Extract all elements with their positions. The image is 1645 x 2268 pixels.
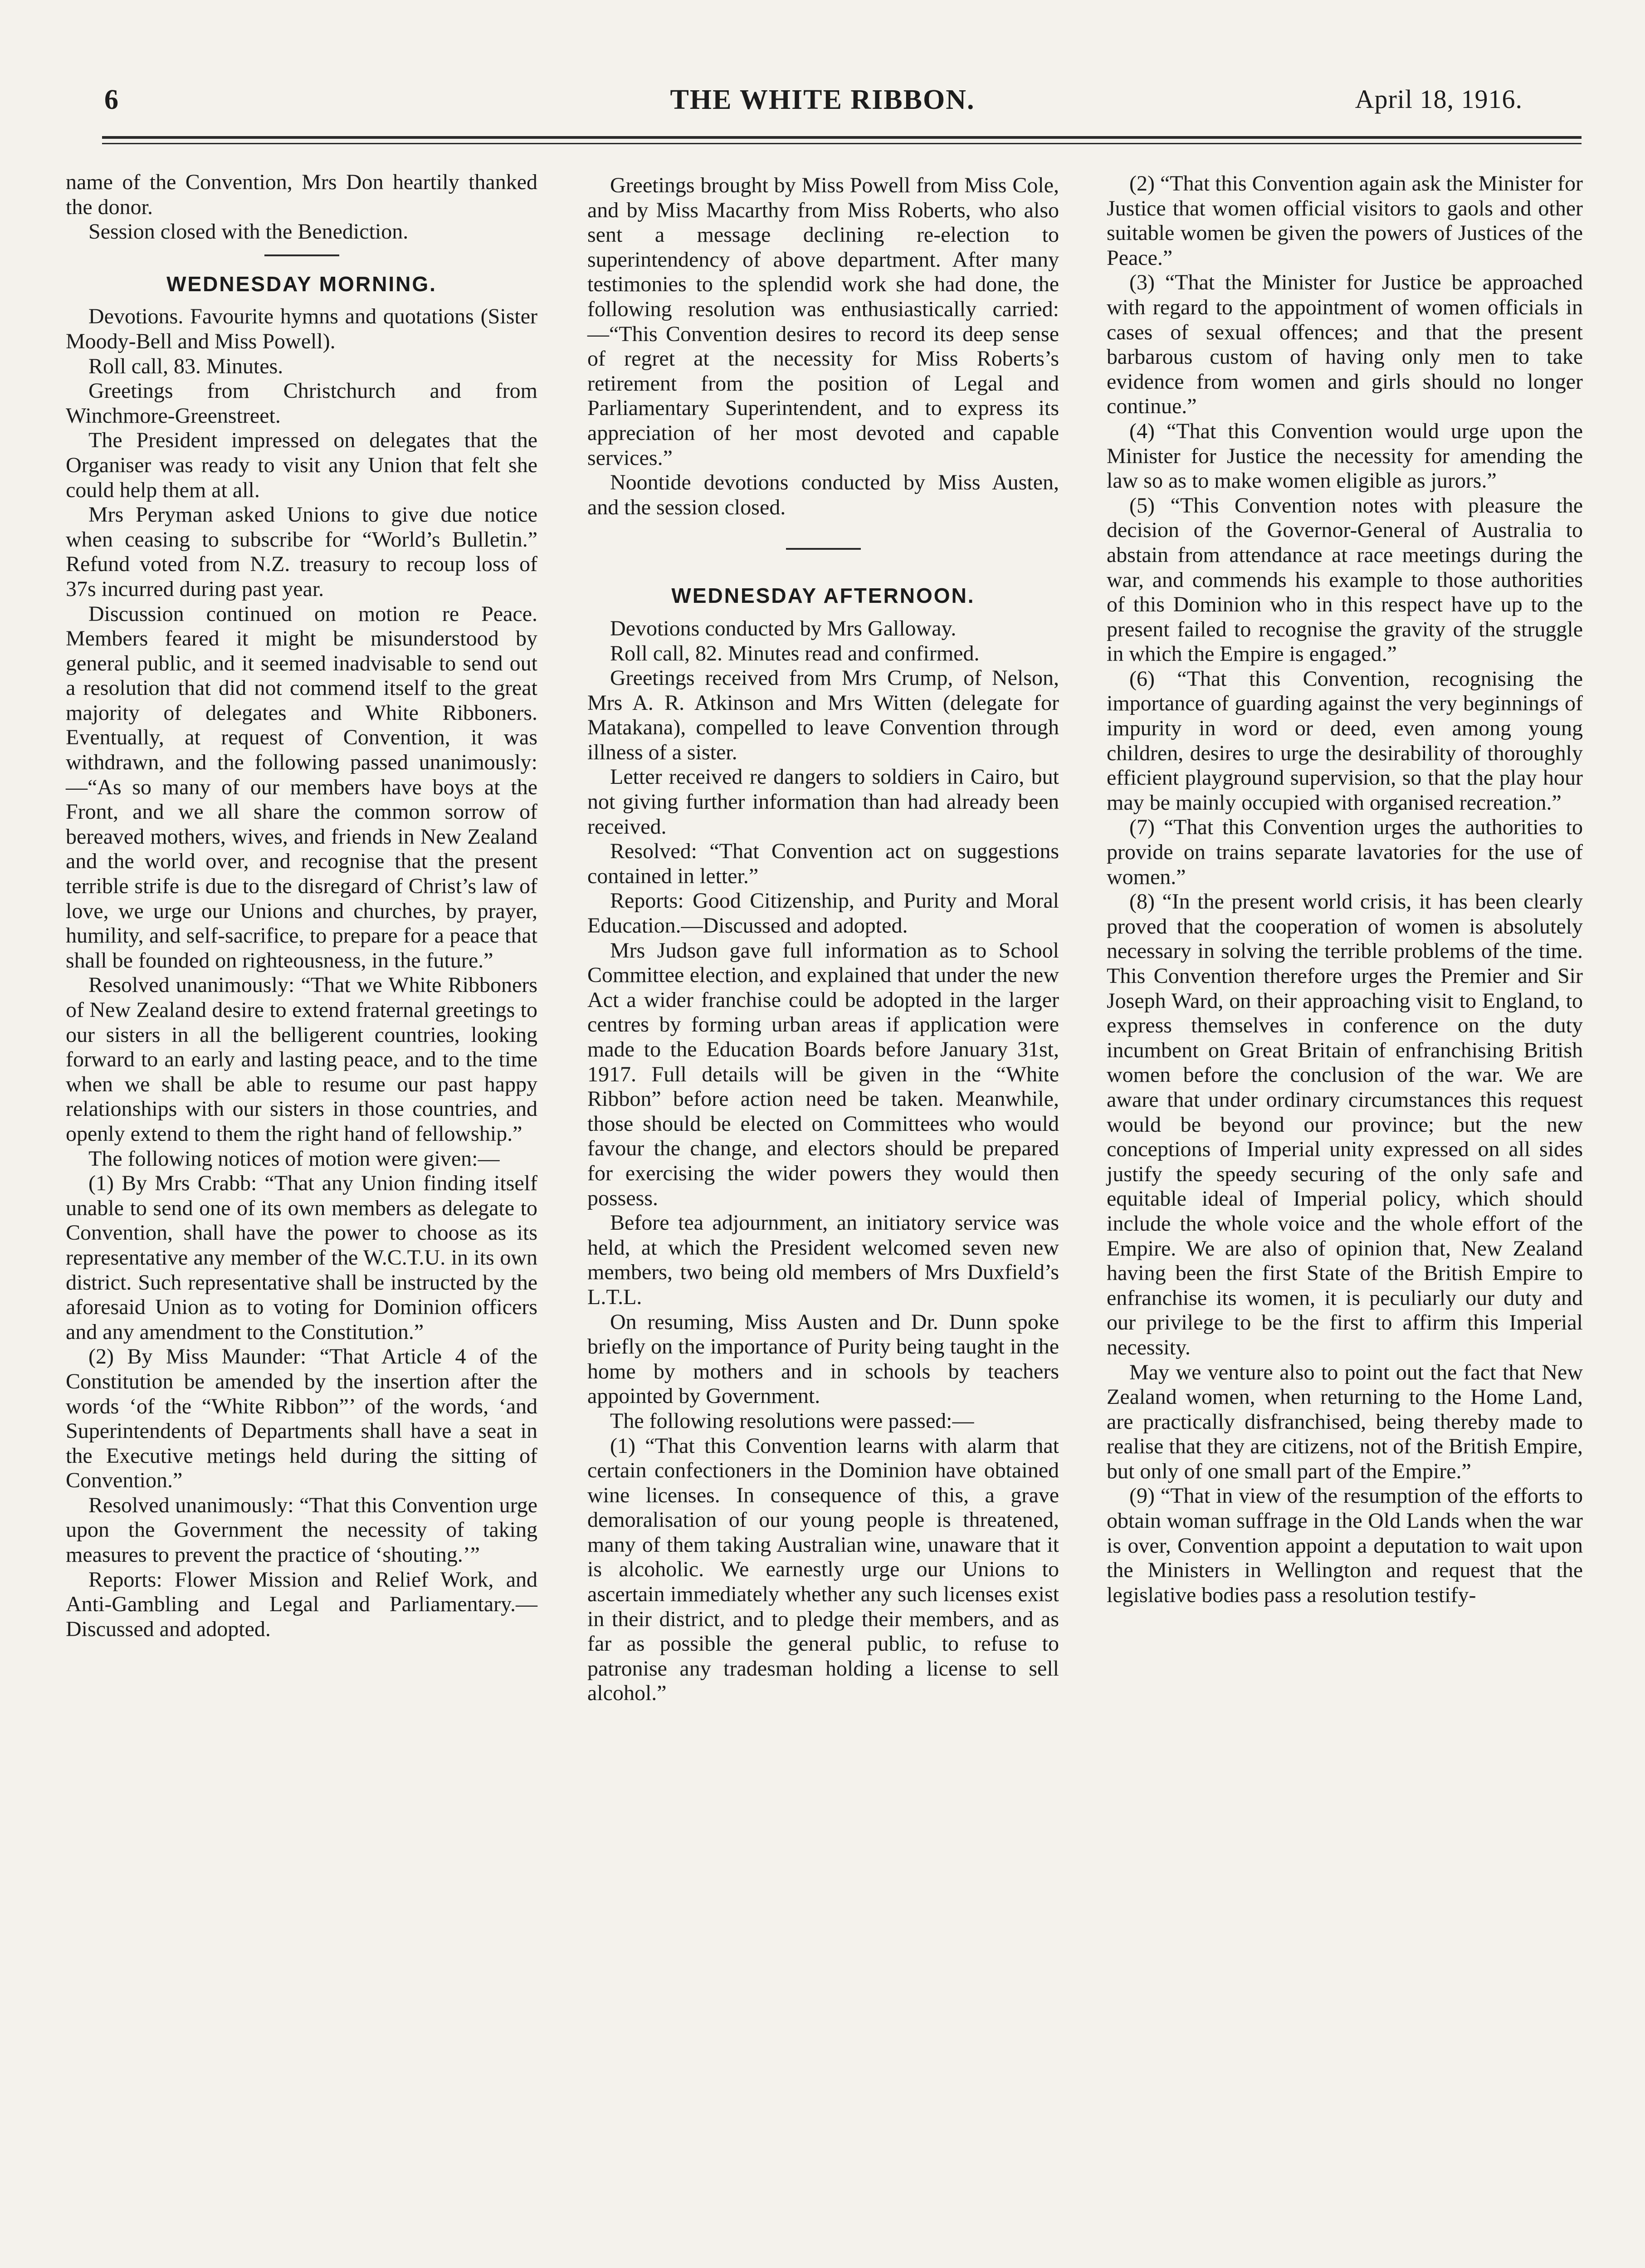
paragraph: Devotions. Favourite hymns and quotations (Sister Moody-Bell and Miss Powell). — [66, 304, 537, 353]
paragraph: Reports: Flower Mission and Relief Work, and Anti-Gambling and Legal and Parliamentary.—Discussed and adopted. — [66, 1567, 537, 1641]
paragraph: Letter received re dangers to soldiers in Cairo, but not giving further information than had already been received. — [587, 765, 1059, 839]
header-rule-thin — [102, 143, 1582, 144]
issue-date: April 18, 1916. — [1355, 84, 1523, 114]
paragraph: The following notices of motion were given:— — [88, 1146, 500, 1171]
paragraph: Devotions conducted by Mrs Galloway. — [610, 616, 957, 640]
page-number: 6 — [104, 84, 118, 115]
paragraph: Roll call, 82. Minutes read and confirmed. — [610, 641, 980, 665]
paragraph: Greetings brought by Miss Powell from Miss Cole, and by Miss Macarthy from Miss Roberts, who also sent a message declining re-election to superintendency of above department. After many testimonies to the splendid work she had done, the following resolution was enthusiastically carried:—“This Convention desires to record its deep sense of regret at the necessity for Miss Roberts’s retirement from the position of Legal and Parliamentary Superintendent, and to express its appreciation of her most devoted and capable services.” — [587, 173, 1059, 470]
column-2 — [587, 173, 1059, 1706]
section-heading: WEDNESDAY AFTERNOON. — [671, 584, 975, 608]
publication-title: THE WHITE RIBBON. — [670, 84, 975, 115]
paragraph: Noontide devotions conducted by Miss Austen, and the session closed. — [587, 470, 1059, 519]
paragraph: Mrs Peryman asked Unions to give due notice when ceasing to subscribe for “World’s Bulletin.” Refund voted from N.Z. treasury to recoup loss of 37s incurred during past year. — [66, 503, 537, 601]
paragraph: (5) “This Convention notes with pleasure the decision of the Governor-General of Australia to abstain from attendance at race meetings during the war, and commends his example to those authorities of this Dominion who in this respect have up to the present failed to recognise the gravity of the struggle in which the Empire is engaged.” — [1107, 493, 1583, 666]
paragraph: Greetings received from Mrs Crump, of Nelson, Mrs A. R. Atkinson and Mrs Witten (delegate for Matakana), compelled to leave Convention through illness of a sister. — [587, 666, 1059, 764]
paragraph: Roll call, 83. Minutes. — [88, 354, 283, 378]
paragraph: (2) By Miss Maunder: “That Article 4 of the Constitution be amended by the insertion after the words ‘of the “White Ribbon”’ of the words, ‘and Superintendents of Departments shall have a seat in the Executive metings held during the sitting of Convention.” — [66, 1344, 537, 1493]
paragraph: The President impressed on delegates that the Organiser was ready to visit any Union that felt she could help them at all. — [66, 428, 537, 502]
paragraph: name of the Convention, Mrs Don heartily thanked the donor. — [66, 170, 537, 219]
paragraph: Discussion continued on motion re Peace. Members feared it might be misunderstood by general public, and it seemed inadvisable to send out a resolution that did not commend itself to the great majority of delegates and White Ribboners. Eventually, at request of Convention, it was withdrawn, and the following passed unanimously:—“As so many of our members have boys at the Front, and we all share the common sorrow of bereaved mothers, wives, and friends in New Zealand and the world over, and recognise that the present terrible strife is due to the disregard of Christ’s law of love, we urge our Unions and churches, by prayer, humility, and self-sacrifice, to prepare for a peace that shall be founded on righteousness, in the future.” — [66, 601, 537, 973]
paragraph: (8) “In the present world crisis, it has been clearly proved that the cooperation of women is absolutely necessary in solving the terrible problems of the time. This Convention therefore urges the Premier and Sir Joseph Ward, on their approaching visit to England, to express themselves in conference on the duty incumbent on Great Britain of enfranchising British women before the conclusion of the war. We are aware that under ordinary circumstances this request would be beyond our province; but the new conceptions of Imperial unity expressed on all sides justify the speedy securing of the only safe and equitable ideal of Imperial policy, which should include the whole voice and the whole effort of the Empire. We are also of opinion that, New Zealand having been the first State of the British Empire to enfranchise its women, it is peculiarly our duty and our privilege to be the first to affirm this Imperial necessity. — [1107, 890, 1583, 1359]
paragraph: (3) “That the Minister for Justice be approached with regard to the appointment of women officials in cases of sexual offences; and that the present barbarous custom of having only men to take evidence from women and girls should no longer continue.” — [1107, 270, 1583, 419]
paragraph: May we venture also to point out the fact that New Zealand women, when returning to the Home Land, are practically disfranchised, being thereby made to realise that they are citizens, not of the British Empire, but only of one small part of the Empire.” — [1107, 1360, 1583, 1483]
paragraph: (2) “That this Convention again ask the Minister for Justice that women official visitors to gaols and other suitable women be given the powers of Justices of the Peace.” — [1107, 171, 1583, 270]
section-divider — [264, 254, 339, 256]
paragraph: Greetings from Christchurch and from Winchmore-Greenstreet. — [66, 379, 537, 428]
paragraph: (4) “That this Convention would urge upon the Minister for Justice the necessity for amending the law so as to make women eligible as jurors.” — [1107, 419, 1583, 493]
column-1 — [66, 170, 537, 1642]
column-3 — [1107, 171, 1583, 1608]
paragraph: Resolved: “That Convention act on suggestions contained in letter.” — [587, 839, 1059, 888]
paragraph: Session closed with the Benediction. — [88, 220, 409, 244]
section-divider — [786, 548, 861, 550]
paragraph: Resolved unanimously: “That we White Ribboners of New Zealand desire to extend fraternal greetings to our sisters in all the belligerent countries, looking forward to an early and lasting peace, and to the time when we shall be able to resume our past happy relationships with our sisters in those countries, and openly extend to them the right hand of fellowship.” — [66, 973, 537, 1146]
paragraph: Reports: Good Citizenship, and Purity and Moral Education.—Discussed and adopted. — [587, 889, 1059, 938]
paragraph: Mrs Judson gave full information as to School Committee election, and explained that under the new Act a wider franchise could be adopted in the larger centres by forming urban areas if application were made to the Education Boards before January 31st, 1917. Full details will be given in the “White Ribbon” before action need be taken. Meanwhile, those should be elected on Committees who would favour the change, and electors should be prepared for exercising the wider powers they would then possess. — [587, 938, 1059, 1210]
section-heading: WEDNESDAY MORNING. — [166, 272, 437, 296]
paragraph: (6) “That this Convention, recognising the importance of guarding against the very beginnings of impurity in word or deed, even among young children, desires to urge the desirability of thoroughly efficient playground supervision, so that the play hour may be mainly occupied with organised recreation.” — [1107, 666, 1583, 815]
paragraph: (1) “That this Convention learns with alarm that certain confectioners in the Dominion have obtained wine licenses. In consequence of this, a grave demoralisation of our young people is threatened, many of them taking Australian wine, unaware that it is alcoholic. We earnestly urge our Unions to ascertain immediately whether any such licenses exist in their district, and to pledge their members, and as far as possible the general public, to refuse to patronise any tradesman holding a license to sell alcohol.” — [587, 1433, 1059, 1706]
paragraph: On resuming, Miss Austen and Dr. Dunn spoke briefly on the importance of Purity being taught in the home by mothers and in schools by teachers appointed by Government. — [587, 1310, 1059, 1408]
paragraph: (9) “That in view of the resumption of the efforts to obtain woman suffrage in the Old Lands when the war is over, Convention appoint a deputation to wait upon the Ministers in Wellington and request that the legislative bodies pass a resolution testify- — [1107, 1484, 1583, 1607]
header-rule — [102, 136, 1582, 139]
paragraph: (1) By Mrs Crabb: “That any Union finding itself unable to send one of its own members as delegate to Convention, shall have the power to choose as its representative any member of the W.C.T.U. in its own district. Such representative shall be instructed by the aforesaid Union as to voting for Dominion officers and any amendment to the Constitution.” — [66, 1171, 537, 1344]
paragraph: (7) “That this Convention urges the authorities to provide on trains separate lavatories for the use of women.” — [1107, 815, 1583, 889]
paragraph: The following resolutions were passed:— — [610, 1408, 974, 1433]
page-header — [63, 84, 1582, 134]
paragraph: Before tea adjournment, an initiatory service was held, at which the President welcomed seven new members, two being old members of Mrs Duxfield’s L.T.L. — [587, 1211, 1059, 1309]
paragraph: Resolved unanimously: “That this Convention urge upon the Government the necessity of taking measures to prevent the practice of ‘shouting.’” — [66, 1493, 537, 1567]
